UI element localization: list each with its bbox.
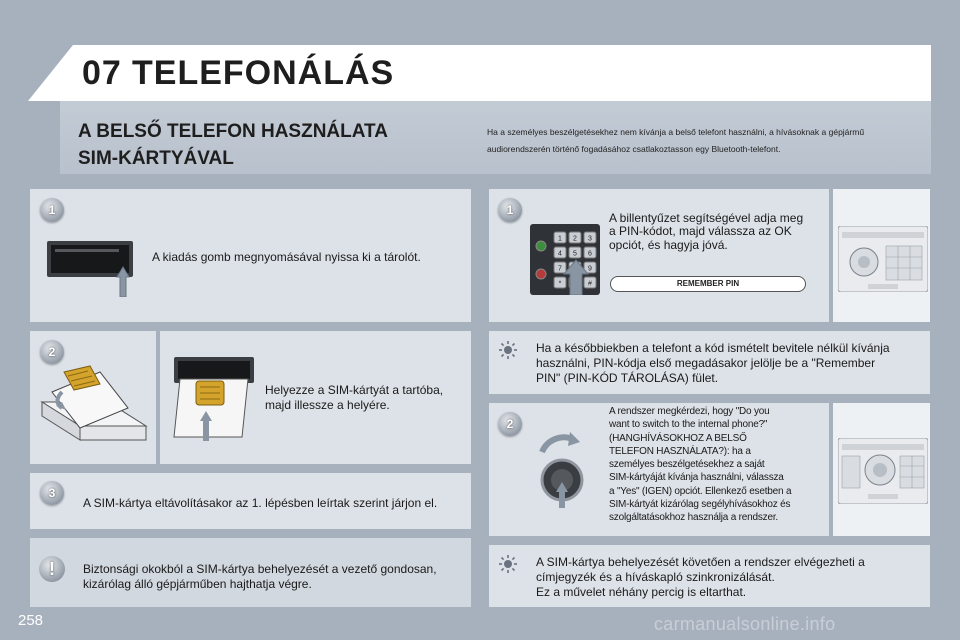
section-title-line1: A BELSŐ TELEFON HASZNÁLATA: [78, 121, 388, 142]
audio-unit-illustration: [838, 438, 928, 504]
tip1-text: [536, 341, 926, 386]
step2-right-text: [609, 405, 831, 525]
step2-right-line: SIM-kártyát kizárólag segélyhívásokhoz és: [609, 499, 791, 511]
tip1-text-line2: használni, PIN-kódja első megadásakor jelölje be a "Remember: [536, 356, 876, 370]
sim-card-insert-illustration: [38, 362, 150, 444]
keypad-key-label: 2: [573, 235, 577, 243]
step2-right-line: SIM-kártyáját kívánja használni, válassza: [609, 472, 784, 484]
tip2-text: [536, 555, 926, 600]
warning-icon: !: [39, 556, 65, 582]
rotary-knob-illustration: [534, 430, 596, 516]
phone-keypad-illustration: [530, 224, 600, 295]
tip2-text-line3: Ez a művelet néhány percig is eltarthat.: [536, 585, 747, 599]
page-number: 258: [18, 612, 44, 629]
tip-lightbulb-icon: [498, 554, 518, 574]
chapter-number: 07: [82, 54, 122, 92]
warning-text-line1: Biztonsági okokból a SIM-kártya behelyezését a vezető gondosan,: [83, 562, 437, 576]
tip2-text-line1: A SIM-kártya behelyezését követően a rendszer elvégezheti a: [536, 555, 865, 569]
step2-right-line: a "Yes" (IGEN) opciót. Ellenkező esetben a: [609, 485, 792, 497]
intro-text: [487, 124, 917, 158]
step1-right-text-line2: a PIN-kódot, majd válassza az OK: [609, 224, 792, 239]
remember-pin-button[interactable]: REMEMBER PIN: [610, 276, 806, 292]
section-title: [78, 118, 388, 172]
step2-right-line: szolgáltatásokhoz használja a rendszer.: [609, 512, 778, 524]
audio-unit-illustration: [838, 226, 928, 292]
step-badge-icon: 1: [498, 198, 522, 222]
tip1-text-line3: PIN" (PIN-KÓD TÁROLÁSA) fület.: [536, 371, 719, 385]
step2-right-line: személyes beszélgetésekhez a saját: [609, 459, 765, 471]
step3-left-text: A SIM-kártya eltávolításakor az 1. lépésben leírtak szerint járjon el.: [83, 496, 438, 510]
keypad-key-label: 1: [558, 235, 562, 243]
step2-right-line: A rendszer megkérdezi, hogy "Do you: [609, 406, 770, 417]
keypad-key-label: 9: [588, 265, 592, 273]
tip-lightbulb-icon: [498, 340, 518, 360]
keypad-key-label: 7: [558, 265, 562, 273]
step-badge-icon: 2: [498, 412, 522, 436]
step2-right-line: want to switch to the internal phone?": [609, 419, 768, 431]
keypad-key-label: 3: [588, 235, 592, 243]
step-badge-icon: 2: [40, 340, 64, 364]
step1-left-text: A kiadás gomb megnyomásával nyissa ki a tárolót.: [152, 250, 421, 264]
step2-left-text-line2: majd illessze a helyére.: [265, 398, 390, 412]
step-badge-icon: 1: [40, 198, 64, 222]
step1-right-text: [609, 212, 824, 252]
step-badge-icon: 3: [40, 481, 64, 505]
intro-line1: Ha a személyes beszélgetésekhez nem kívánja a belső telefont használni, a hívásoknak a gépjármű: [487, 127, 865, 137]
keypad-key-label: 5: [573, 250, 577, 258]
warning-text: [83, 562, 437, 592]
sim-holder-illustration: [172, 357, 256, 441]
step2-left-text-line1: Helyezze a SIM-kártyát a tartóba,: [265, 383, 444, 397]
tip1-text-line1: Ha a későbbiekben a telefont a kód ismételt bevitele nélkül kívánja: [536, 341, 890, 355]
chapter-title: TELEFONÁLÁS: [132, 54, 395, 92]
sim-tray-illustration: [47, 241, 133, 277]
step1-right-text-line1: A billentyűzet segítségével adja meg: [609, 211, 804, 225]
keypad-key-label: *: [558, 280, 562, 288]
step1-right-text-line3: opciót, és hagyja jóvá.: [609, 237, 728, 252]
step2-right-line: (HANGHÍVÁSOKHOZ A BELSŐ: [609, 432, 747, 444]
section-title-line2: SIM-KÁRTYÁVAL: [78, 148, 234, 169]
watermark: carmanualsonline.info: [654, 614, 836, 634]
keypad-key-label: 4: [558, 250, 562, 258]
step2-left-text: [265, 383, 443, 413]
step2-right-line: TELEFON HASZNÁLATA?): ha a: [609, 445, 751, 457]
warning-text-line2: kizárólag álló gépjárműben hajthatja végre.: [83, 577, 312, 591]
keypad-key-label: #: [588, 280, 592, 288]
keypad-key-label: 6: [588, 250, 592, 258]
intro-line2: audiorendszerén történő fogadásához csatlakoztasson egy Bluetooth-telefont.: [487, 144, 781, 154]
tip2-text-line2: címjegyzék és a híváskapló szinkronizálását.: [536, 570, 775, 584]
